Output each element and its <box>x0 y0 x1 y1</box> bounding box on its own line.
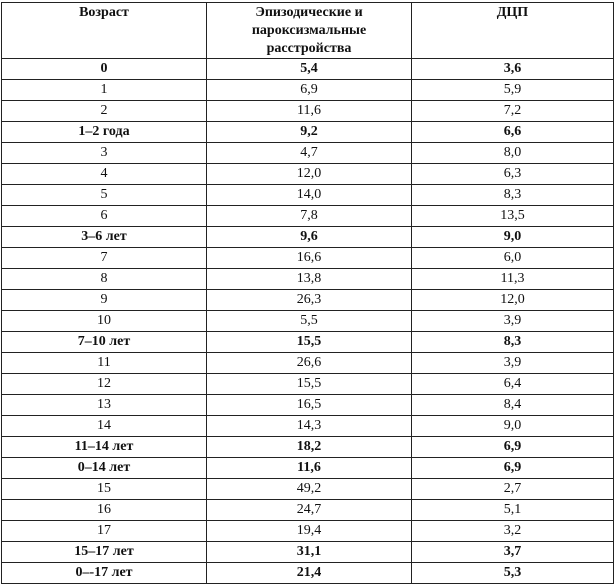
table-row <box>2 521 614 542</box>
cell-episodic: 5,4 <box>207 59 412 80</box>
table-row <box>2 164 614 185</box>
table-row <box>2 101 614 122</box>
cell-dcp: 6,0 <box>412 248 614 269</box>
cell-age: 15–17 лет <box>2 542 207 563</box>
cell-episodic: 9,6 <box>207 227 412 248</box>
cell-episodic: 14,3 <box>207 416 412 437</box>
cell-age: 7 <box>2 248 207 269</box>
cell-age: 0–-17 лет <box>2 563 207 584</box>
cell-dcp: 9,0 <box>412 416 614 437</box>
table-row <box>2 500 614 521</box>
cell-age: 9 <box>2 290 207 311</box>
cell-episodic: 31,1 <box>207 542 412 563</box>
data-table-container <box>1 2 613 584</box>
table-row <box>2 479 614 500</box>
header-episodic: Эпизодические и пароксизмальные расстройства <box>207 3 412 59</box>
cell-dcp: 3,9 <box>412 353 614 374</box>
cell-episodic: 9,2 <box>207 122 412 143</box>
cell-episodic: 11,6 <box>207 101 412 122</box>
cell-episodic: 15,5 <box>207 332 412 353</box>
cell-age: 12 <box>2 374 207 395</box>
cell-dcp: 8,3 <box>412 332 614 353</box>
table-row <box>2 80 614 101</box>
table-body <box>2 59 614 584</box>
cell-episodic: 49,2 <box>207 479 412 500</box>
table-row <box>2 458 614 479</box>
cell-dcp: 6,9 <box>412 458 614 479</box>
header-age: Возраст <box>2 3 207 59</box>
cell-dcp: 8,4 <box>412 395 614 416</box>
table-row <box>2 311 614 332</box>
cell-episodic: 5,5 <box>207 311 412 332</box>
table-row <box>2 59 614 80</box>
age-incidence-table <box>1 2 614 584</box>
cell-episodic: 26,3 <box>207 290 412 311</box>
cell-age: 4 <box>2 164 207 185</box>
cell-dcp: 12,0 <box>412 290 614 311</box>
cell-age: 1 <box>2 80 207 101</box>
table-row <box>2 395 614 416</box>
table-row <box>2 563 614 584</box>
cell-dcp: 6,9 <box>412 437 614 458</box>
table-row <box>2 227 614 248</box>
cell-dcp: 7,2 <box>412 101 614 122</box>
cell-episodic: 15,5 <box>207 374 412 395</box>
table-row <box>2 269 614 290</box>
table-row <box>2 416 614 437</box>
cell-dcp: 6,6 <box>412 122 614 143</box>
cell-age: 11 <box>2 353 207 374</box>
table-row <box>2 332 614 353</box>
cell-age: 11–14 лет <box>2 437 207 458</box>
cell-dcp: 2,7 <box>412 479 614 500</box>
cell-episodic: 14,0 <box>207 185 412 206</box>
cell-age: 16 <box>2 500 207 521</box>
cell-age: 0–14 лет <box>2 458 207 479</box>
cell-age: 10 <box>2 311 207 332</box>
cell-dcp: 3,9 <box>412 311 614 332</box>
cell-episodic: 11,6 <box>207 458 412 479</box>
cell-episodic: 13,8 <box>207 269 412 290</box>
cell-age: 17 <box>2 521 207 542</box>
cell-age: 13 <box>2 395 207 416</box>
cell-episodic: 26,6 <box>207 353 412 374</box>
cell-episodic: 16,6 <box>207 248 412 269</box>
table-row <box>2 185 614 206</box>
table-row <box>2 122 614 143</box>
cell-episodic: 18,2 <box>207 437 412 458</box>
cell-dcp: 9,0 <box>412 227 614 248</box>
cell-age: 2 <box>2 101 207 122</box>
cell-episodic: 24,7 <box>207 500 412 521</box>
cell-dcp: 6,4 <box>412 374 614 395</box>
table-row <box>2 353 614 374</box>
cell-age: 5 <box>2 185 207 206</box>
cell-dcp: 8,0 <box>412 143 614 164</box>
cell-dcp: 3,2 <box>412 521 614 542</box>
table-row <box>2 248 614 269</box>
cell-dcp: 13,5 <box>412 206 614 227</box>
cell-age: 7–10 лет <box>2 332 207 353</box>
cell-episodic: 12,0 <box>207 164 412 185</box>
header-dcp: ДЦП <box>412 3 614 59</box>
cell-dcp: 3,7 <box>412 542 614 563</box>
cell-episodic: 16,5 <box>207 395 412 416</box>
cell-age: 6 <box>2 206 207 227</box>
table-row <box>2 206 614 227</box>
cell-episodic: 7,8 <box>207 206 412 227</box>
table-row <box>2 374 614 395</box>
cell-age: 15 <box>2 479 207 500</box>
cell-age: 3–6 лет <box>2 227 207 248</box>
cell-dcp: 11,3 <box>412 269 614 290</box>
cell-episodic: 19,4 <box>207 521 412 542</box>
cell-age: 3 <box>2 143 207 164</box>
cell-episodic: 4,7 <box>207 143 412 164</box>
cell-dcp: 5,3 <box>412 563 614 584</box>
cell-dcp: 5,9 <box>412 80 614 101</box>
cell-age: 0 <box>2 59 207 80</box>
table-row <box>2 290 614 311</box>
cell-episodic: 21,4 <box>207 563 412 584</box>
cell-episodic: 6,9 <box>207 80 412 101</box>
cell-age: 1–2 года <box>2 122 207 143</box>
cell-dcp: 6,3 <box>412 164 614 185</box>
table-row <box>2 437 614 458</box>
table-row <box>2 143 614 164</box>
table-row <box>2 542 614 563</box>
cell-dcp: 3,6 <box>412 59 614 80</box>
cell-dcp: 5,1 <box>412 500 614 521</box>
cell-dcp: 8,3 <box>412 185 614 206</box>
table-header-row <box>2 3 614 59</box>
cell-age: 8 <box>2 269 207 290</box>
cell-age: 14 <box>2 416 207 437</box>
